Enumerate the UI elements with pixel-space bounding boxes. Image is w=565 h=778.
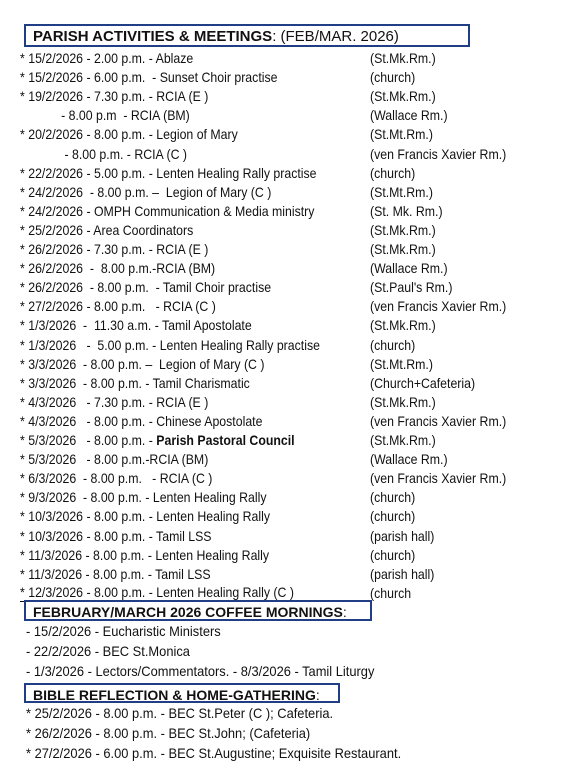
activity-event: [20, 202, 314, 221]
activity-row: [0, 336, 565, 355]
activity-location: (St.Mk.Rm.): [370, 88, 436, 105]
activity-event: [20, 87, 208, 106]
activity-row: [0, 240, 565, 259]
activity-location: (ven Francis Xavier Rm.): [370, 470, 507, 487]
activity-event-text: * 25/2/2026 - Area Coordinators: [20, 221, 194, 238]
activity-event-text: * 11/3/2026 - 8.00 p.m. - Tamil LSS: [20, 565, 211, 582]
activity-location: (church): [370, 336, 416, 353]
activity-location: (St.Mt.Rm.): [370, 126, 433, 143]
activity-row: [0, 527, 565, 546]
bible-reflection-colon: :: [315, 687, 320, 703]
activity-event: [20, 336, 320, 355]
activity-row: [0, 202, 565, 221]
activity-event-text: * 5/3/2026 - 8.00 p.m.-RCIA (BM): [20, 451, 209, 468]
activity-row: [0, 469, 565, 488]
activity-event: [20, 297, 216, 316]
activity-event: [20, 240, 208, 259]
activity-location: (St.Mt.Rm.): [370, 183, 433, 200]
coffee-mornings-title: FEBRUARY/MARCH 2026 COFFEE MORNINGS: [33, 604, 343, 620]
activity-event: [20, 469, 212, 488]
coffee-item: - 22/2/2026 - BEC St.Monica: [26, 643, 190, 659]
activity-location: (St. Mk. Rm.): [370, 202, 443, 219]
activity-row: [0, 259, 565, 278]
activity-location: (church): [370, 508, 416, 525]
activity-event-text: * 27/2/2026 - 8.00 p.m. - RCIA (C ): [20, 298, 216, 315]
activity-location: (church): [370, 489, 416, 506]
activity-location: (St.Paul's Rm.): [370, 279, 453, 296]
activity-row: [0, 393, 565, 412]
activity-event-text: * 24/2/2026 - OMPH Communication & Media ministry: [20, 202, 315, 219]
activity-event-text: * 1/3/2026 - 5.00 p.m. - Lenten Healing Rally practise: [20, 336, 320, 353]
activity-location: (Wallace Rm.): [370, 451, 448, 468]
activity-event: [20, 278, 271, 297]
activity-event-text: * 26/2/2026 - 8.00 p.m. - Tamil Choir practise: [20, 279, 272, 296]
activity-row: [0, 145, 565, 164]
activity-event: [20, 412, 262, 431]
activity-event: [20, 164, 317, 183]
activity-event: [20, 488, 267, 507]
activity-row: [0, 106, 565, 125]
activity-row: [0, 488, 565, 507]
activity-row: [0, 546, 565, 565]
activity-event-text: * 5/3/2026 - 8.00 p.m. -: [20, 432, 157, 448]
coffee-item: - 1/3/2026 - Lectors/Commentators. - 8/3/2026 - Tamil Liturgy: [26, 663, 375, 679]
activity-row: [0, 221, 565, 240]
activity-event-text: * 10/3/2026 - 8.00 p.m. - Lenten Healing Rally: [20, 508, 270, 525]
bible-item: * 26/2/2026 - 8.00 p.m. - BEC St.John; (Cafeteria): [26, 725, 311, 741]
activity-row: [0, 278, 565, 297]
activity-event-bold: Parish Pastoral Council: [156, 432, 295, 448]
activity-event-text: * 26/2/2026 - 7.30 p.m. - RCIA (E ): [20, 241, 209, 257]
activity-event: [20, 450, 208, 469]
activity-event: [20, 125, 238, 144]
activities-heading-title: PARISH ACTIVITIES & MEETINGS: [33, 28, 273, 45]
bible-reflection-title: BIBLE REFLECTION & HOME-GATHERING: [33, 687, 316, 703]
activity-row: [0, 68, 565, 87]
bible-reflection-heading: [24, 683, 340, 703]
activity-location: (parish hall): [370, 565, 435, 582]
activity-location: (St.Mk.Rm.): [370, 221, 436, 238]
activity-location: (ven Francis Xavier Rm.): [370, 145, 507, 162]
activity-event-text: - 8.00 p.m - RCIA (BM): [20, 107, 190, 124]
activity-event-text: * 6/3/2026 - 8.00 p.m. - RCIA (C ): [20, 470, 213, 487]
activity-location: (Wallace Rm.): [370, 107, 448, 124]
activity-location: (Wallace Rm.): [370, 260, 448, 277]
coffee-item: - 15/2/2026 - Eucharistic Ministers: [26, 623, 221, 639]
activity-row: [0, 431, 565, 450]
activity-location: (ven Francis Xavier Rm.): [370, 412, 507, 429]
activity-event: [20, 431, 295, 450]
activity-row: [0, 49, 565, 68]
activity-event: [20, 355, 264, 374]
activity-event: [20, 527, 212, 546]
activity-row: [0, 412, 565, 431]
coffee-mornings-heading: [24, 600, 372, 621]
activity-location: (St.Mk.Rm.): [370, 50, 436, 66]
activity-event-text: * 11/3/2026 - 8.00 p.m. - Lenten Healing Rally: [20, 546, 270, 563]
activity-event: [20, 183, 271, 202]
activity-row: [0, 297, 565, 316]
activity-event: [20, 316, 252, 335]
activity-event-text: * 20/2/2026 - 8.00 p.m. - Legion of Mary: [20, 126, 238, 143]
activity-location: (St.Mk.Rm.): [370, 317, 436, 334]
activities-heading: [24, 24, 470, 47]
activity-event: [20, 374, 250, 393]
activity-location: (Church+Cafeteria): [370, 374, 476, 391]
activity-location: (church): [370, 546, 416, 563]
activity-row: [0, 316, 565, 335]
activity-location: (St.Mk.Rm.): [370, 432, 436, 448]
activity-event: [20, 106, 190, 125]
activity-event-text: * 3/3/2026 - 8.00 p.m. - Tamil Charismatic: [20, 374, 250, 391]
activity-event-text: * 22/2/2026 - 5.00 p.m. - Lenten Healing Rally practise: [20, 164, 317, 181]
activity-event-text: * 1/3/2026 - 11.30 a.m. - Tamil Apostolate: [20, 317, 252, 334]
activity-event-text: * 12/3/2026 - 8.00 p.m. - Lenten Healing Rally (C ): [20, 583, 294, 600]
activity-event-text: * 4/3/2026 - 8.00 p.m. - Chinese Apostolate: [20, 412, 263, 429]
activity-event: [20, 68, 277, 87]
activities-heading-date: : (FEB/MAR. 2026): [272, 28, 399, 45]
activity-row: [0, 87, 565, 106]
activity-event-text: * 26/2/2026 - 8.00 p.m.-RCIA (BM): [20, 260, 216, 277]
activity-location: (parish hall): [370, 527, 435, 544]
activity-event: [20, 221, 193, 240]
activity-event-text: * 3/3/2026 - 8.00 p.m. – Legion of Mary (C ): [20, 355, 265, 372]
activity-event: [20, 507, 270, 526]
activity-row: [0, 125, 565, 144]
activity-event: [20, 546, 269, 565]
activity-row: [0, 450, 565, 469]
activity-location: (church: [370, 584, 412, 601]
activity-event-text: * 4/3/2026 - 7.30 p.m. - RCIA (E ): [20, 393, 209, 410]
activity-event: [20, 393, 208, 412]
activity-event-text: * 15/2/2026 - 6.00 p.m. - Sunset Choir practise: [20, 69, 278, 86]
activity-event: [20, 49, 193, 68]
coffee-mornings-colon: :: [342, 604, 347, 620]
activity-event-text: * 15/2/2026 - 2.00 p.m. - Ablaze: [20, 50, 194, 66]
activity-event-text: * 9/3/2026 - 8.00 p.m. - Lenten Healing Rally: [20, 489, 267, 506]
activity-row: [0, 355, 565, 374]
activity-location: (St.Mk.Rm.): [370, 393, 436, 410]
activity-row: [0, 183, 565, 202]
activity-event: [20, 565, 211, 584]
activity-event-text: - 8.00 p.m. - RCIA (C ): [20, 145, 188, 162]
activity-event-text: * 24/2/2026 - 8.00 p.m. – Legion of Mary (C ): [20, 183, 272, 200]
activity-location: (church): [370, 164, 416, 181]
activity-event-text: * 19/2/2026 - 7.30 p.m. - RCIA (E ): [20, 88, 209, 105]
activity-row: [0, 507, 565, 526]
activity-location: (church): [370, 69, 416, 86]
activity-event-text: * 10/3/2026 - 8.00 p.m. - Tamil LSS: [20, 527, 212, 544]
activity-location: (St.Mk.Rm.): [370, 241, 436, 257]
activity-row: [0, 374, 565, 393]
activity-row: [0, 565, 565, 584]
activity-location: (St.Mt.Rm.): [370, 355, 433, 372]
activity-event: [20, 259, 215, 278]
activity-event: [20, 145, 187, 164]
bible-item: * 25/2/2026 - 8.00 p.m. - BEC St.Peter (C ); Cafeteria.: [26, 705, 334, 721]
bible-item: * 27/2/2026 - 6.00 p.m. - BEC St.Augustine; Exquisite Restaurant.: [26, 745, 402, 761]
activity-row: [0, 164, 565, 183]
activity-location: (ven Francis Xavier Rm.): [370, 298, 507, 315]
